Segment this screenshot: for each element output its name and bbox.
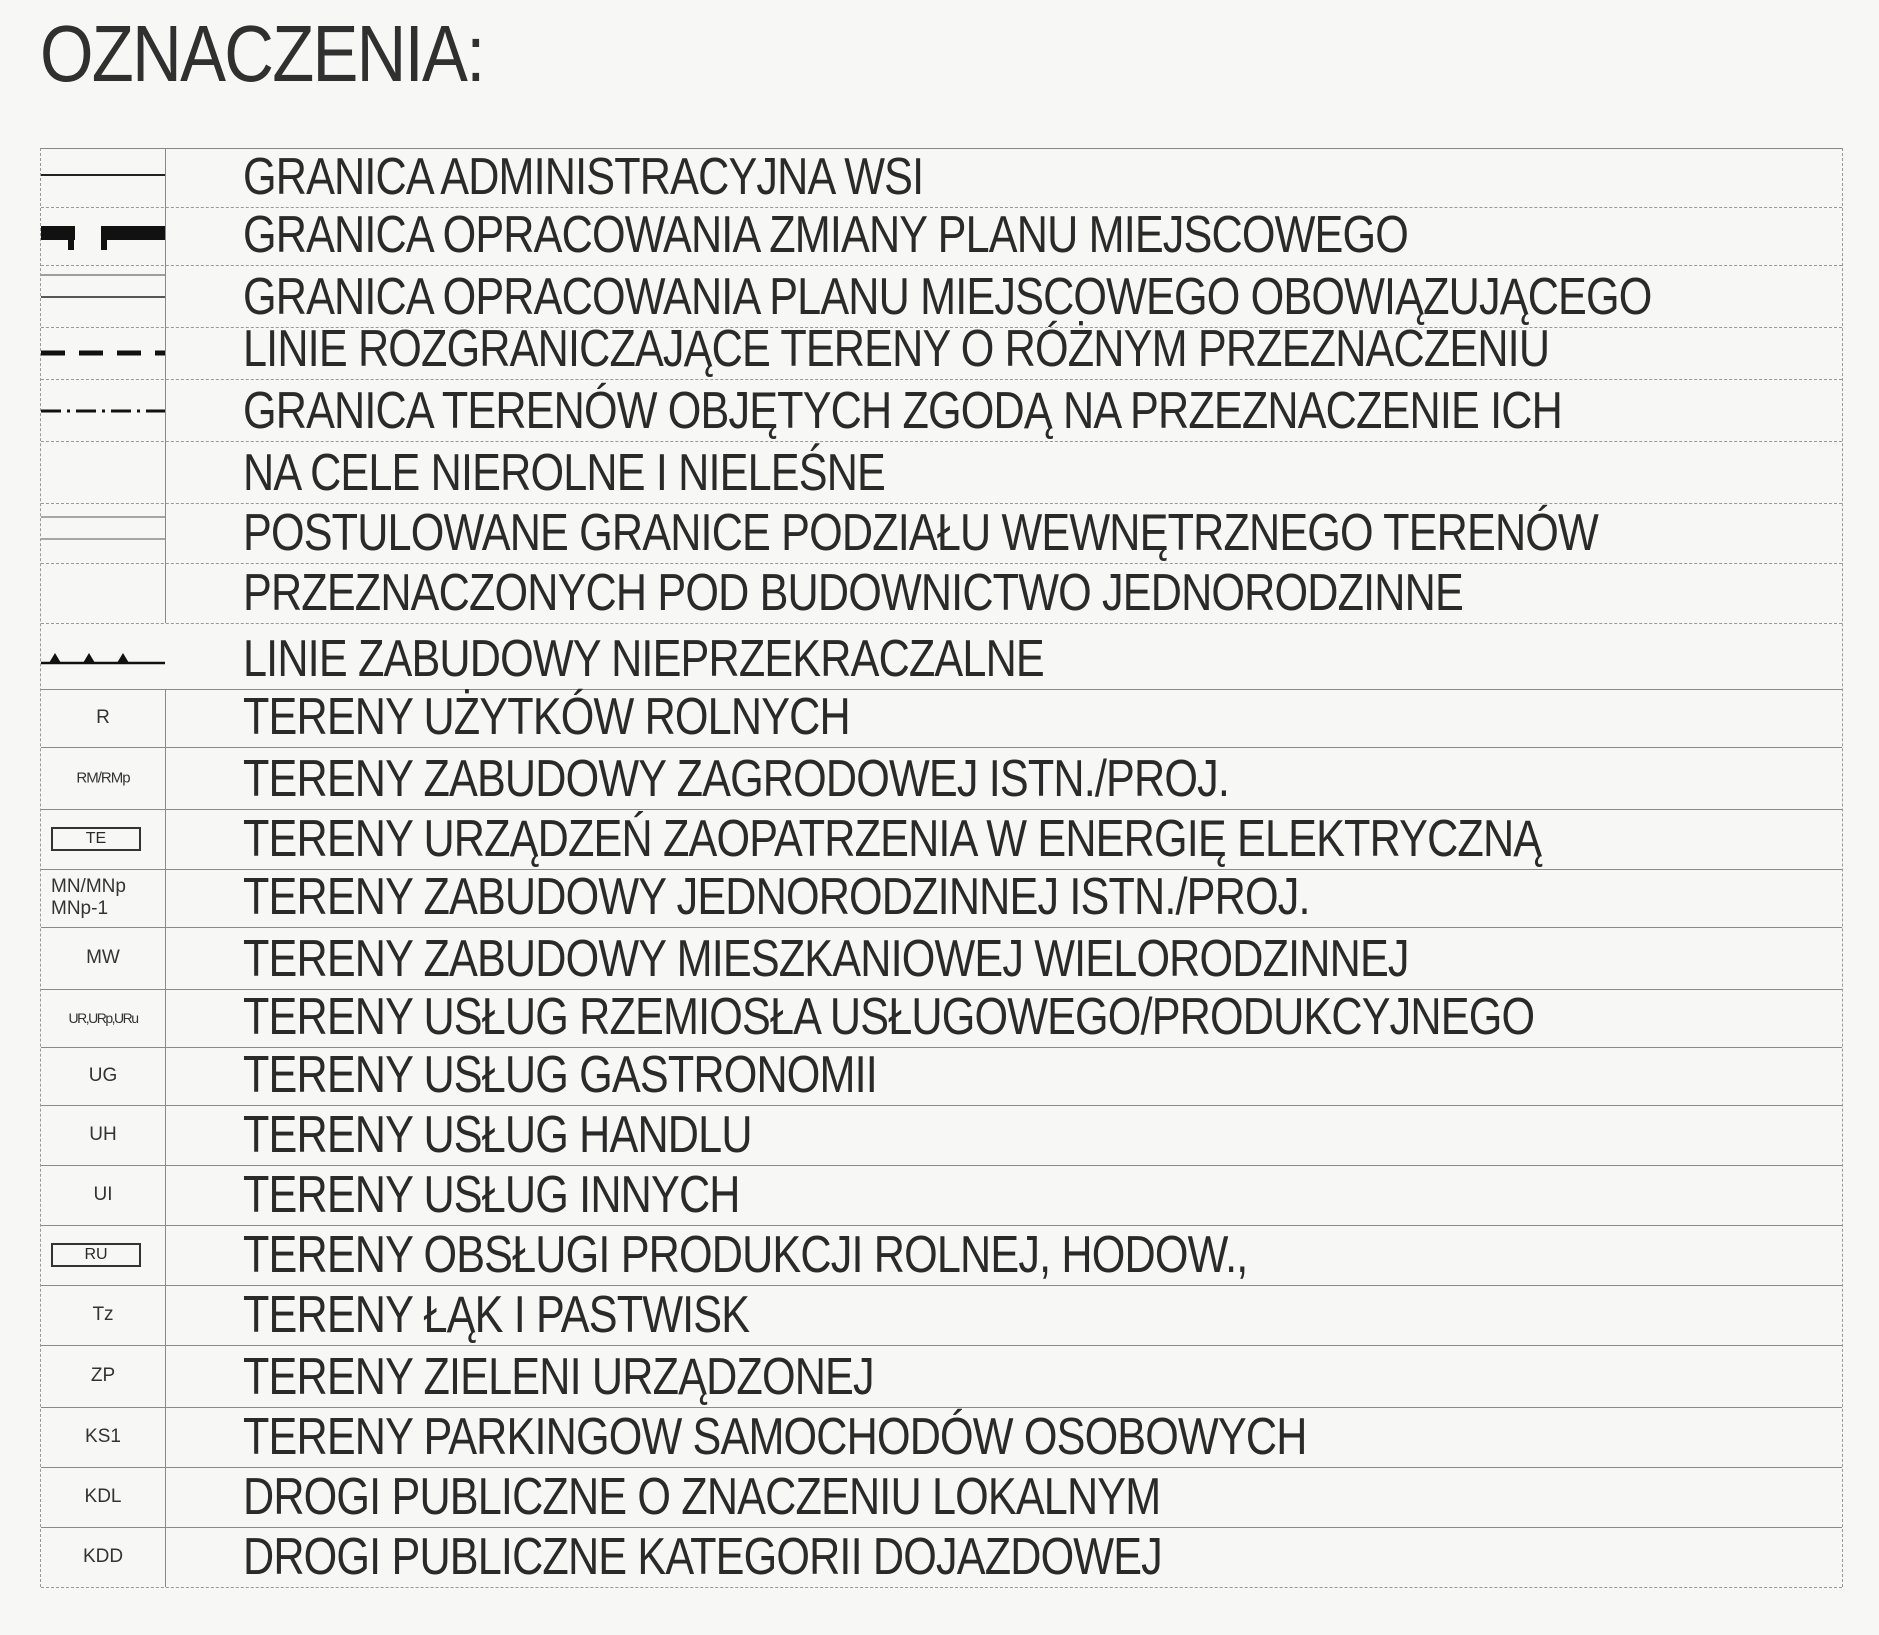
legend-label: TERENY OBSŁUGI PRODUKCJI ROLNEJ, HODOW.,	[243, 1226, 1248, 1284]
legend-label: TERENY ZABUDOWY JEDNORODZINNEJ ISTN./PROJ.	[243, 868, 1310, 926]
legend-code-stack	[51, 876, 165, 920]
dashed-line-icon	[41, 327, 166, 379]
legend-table	[40, 148, 1843, 1587]
double-line-icon	[41, 265, 166, 327]
legend-code: Tz	[92, 1304, 114, 1325]
legend-row	[41, 1165, 1842, 1226]
legend-label: GRANICA OPRACOWANIA PLANU MIEJSCOWEGO OBOWIĄZUJĄCEGO	[243, 268, 1652, 326]
legend-label: TERENY USŁUG RZEMIOSŁA USŁUGOWEGO/PRODUKCYJNEGO	[243, 988, 1535, 1046]
legend-code-cell	[41, 1527, 166, 1587]
legend-row	[41, 747, 1842, 810]
legend-row	[41, 869, 1842, 928]
legend-label: LINIE ZABUDOWY NIEPRZEKRACZALNE	[243, 630, 1044, 688]
legend-label: GRANICA TERENÓW OBJĘTYCH ZGODĄ NA PRZEZNACZENIE ICH	[243, 382, 1562, 440]
legend-code: RM/RMp	[76, 769, 130, 787]
triangle-line-icon	[41, 623, 165, 689]
legend-row	[41, 1527, 1842, 1588]
legend-code-cell	[41, 1345, 166, 1407]
legend-label: NA CELE NIEROLNE I NIELEŚNE	[243, 444, 886, 502]
legend-row	[41, 989, 1842, 1048]
legend-code-cell	[41, 747, 166, 809]
legend-code-cell	[41, 689, 166, 747]
legend-row	[41, 1225, 1842, 1286]
empty-symbol	[41, 563, 166, 623]
legend-row	[41, 503, 1842, 564]
legend-row	[41, 1285, 1842, 1346]
thin-line-icon	[41, 149, 166, 207]
legend-code: MW	[86, 947, 120, 968]
legend-row	[41, 320, 1842, 380]
legend-code-cell	[41, 927, 166, 989]
legend-row	[41, 623, 1842, 690]
legend-code: MN/MNp	[51, 876, 126, 897]
legend-code: KDD	[82, 1546, 124, 1567]
legend-code: KDL	[84, 1486, 122, 1507]
legend-code: UI	[93, 1184, 113, 1205]
thick-dash-line-icon	[41, 207, 166, 265]
legend-code-cell	[41, 1407, 166, 1467]
legend-code-cell	[41, 1165, 166, 1225]
legend-row	[41, 1407, 1842, 1468]
legend-label: GRANICA ADMINISTRACYJNA WSI	[243, 148, 924, 206]
legend-label: TERENY URZĄDZEŃ ZAOPATRZENIA W ENERGIĘ ELEKTRYCZNĄ	[243, 810, 1542, 868]
legend-row	[41, 379, 1842, 442]
legend-row	[41, 1467, 1842, 1528]
legend-code-cell	[41, 869, 166, 927]
legend-code: UH	[89, 1124, 117, 1145]
legend-code-cell	[41, 1467, 166, 1527]
legend-label: TERENY ŁĄK I PASTWISK	[243, 1286, 750, 1344]
legend-label: TERENY UŻYTKÓW ROLNYCH	[243, 688, 850, 746]
legend-label: PRZEZNACZONYCH POD BUDOWNICTWO JEDNORODZINNE	[243, 564, 1463, 622]
legend-label: TERENY USŁUG GASTRONOMII	[243, 1046, 877, 1104]
legend-row	[41, 563, 1842, 624]
legend-label: DROGI PUBLICZNE KATEGORII DOJAZDOWEJ	[243, 1528, 1162, 1586]
dash-dot-line-icon	[41, 379, 166, 441]
legend-row	[41, 265, 1842, 328]
legend-label: GRANICA OPRACOWANIA ZMIANY PLANU MIEJSCOWEGO	[243, 206, 1408, 264]
legend-row	[41, 207, 1842, 266]
legend-row	[41, 1105, 1842, 1166]
legend-label: TERENY PARKINGOW SAMOCHODÓW OSOBOWYCH	[243, 1408, 1307, 1466]
legend-label: TERENY ZABUDOWY MIESZKANIOWEJ WIELORODZINNEJ	[243, 930, 1409, 988]
legend-code: UR,URp,URu	[68, 1010, 138, 1026]
legend-label: DROGI PUBLICZNE O ZNACZENIU LOKALNYM	[243, 1468, 1161, 1526]
legend-code-cell	[41, 989, 166, 1047]
legend-row	[41, 1047, 1842, 1106]
legend-row	[41, 441, 1842, 504]
legend-row	[41, 927, 1842, 990]
legend-label: TERENY USŁUG HANDLU	[243, 1106, 752, 1164]
legend-code-cell	[41, 1047, 166, 1105]
legend-row	[41, 1345, 1842, 1408]
empty-symbol	[41, 441, 166, 503]
legend-label: TERENY ZABUDOWY ZAGRODOWEJ ISTN./PROJ.	[243, 750, 1230, 808]
legend-code-cell	[41, 809, 166, 869]
legend-label: LINIE ROZGRANICZAJĄCE TERENY O RÓŻNYM PRZEZNACZENIU	[243, 320, 1550, 378]
legend-code-boxed: RU	[51, 1243, 141, 1267]
thin-line-icon	[41, 503, 166, 563]
legend-code: R	[96, 707, 110, 728]
legend-row	[41, 689, 1842, 748]
legend-code-secondary: MNp-1	[51, 898, 109, 919]
legend-row	[41, 149, 1842, 208]
page-title: OZNACZENIA:	[40, 9, 484, 98]
legend-code: UG	[88, 1065, 118, 1086]
legend-label: TERENY ZIELENI URZĄDZONEJ	[243, 1348, 874, 1406]
legend-label: TERENY USŁUG INNYCH	[243, 1166, 740, 1224]
legend-code: KS1	[85, 1426, 121, 1447]
legend-label: POSTULOWANE GRANICE PODZIAŁU WEWNĘTRZNEGO TERENÓW	[243, 504, 1598, 562]
legend-code-cell	[41, 1105, 166, 1165]
legend-code-cell	[41, 1285, 166, 1345]
legend-code-cell	[41, 1225, 166, 1285]
legend-code: ZP	[90, 1365, 116, 1386]
legend-code-boxed: TE	[51, 827, 141, 851]
legend-row	[41, 809, 1842, 870]
